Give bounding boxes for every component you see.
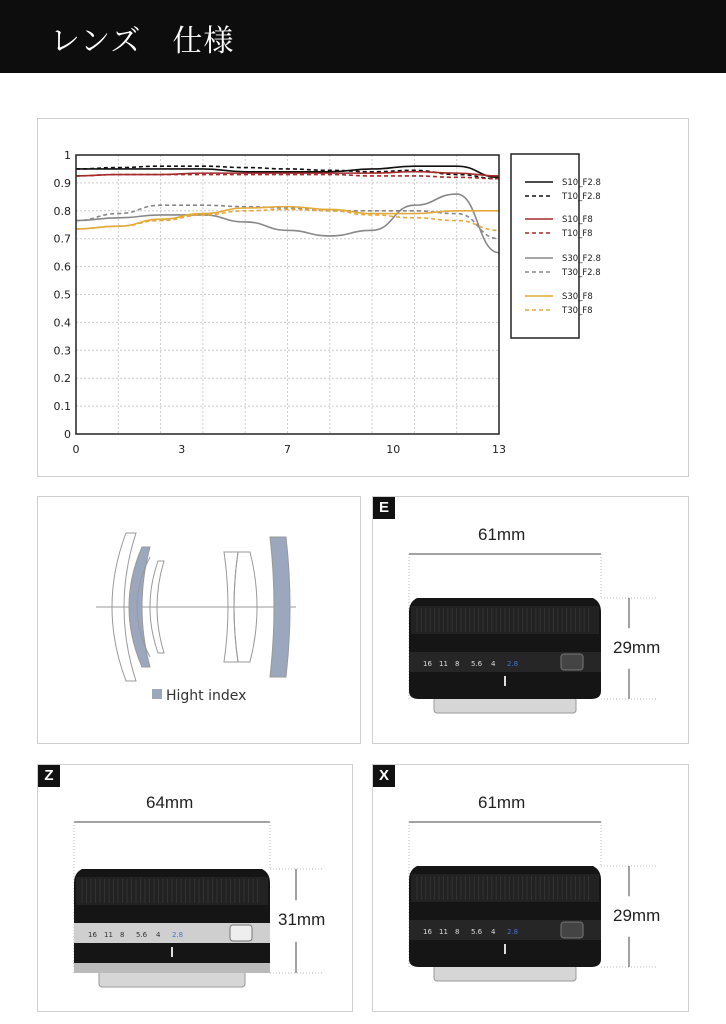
lens-panel-e-mount — [372, 496, 689, 744]
y-tick-label: 1 — [64, 149, 71, 162]
aperture-scale-label: 5.6 — [471, 928, 483, 936]
height-label: 29mm — [613, 637, 661, 657]
lens-illustration — [373, 497, 690, 745]
lens-element-diagram — [38, 497, 362, 745]
aperture-scale-label: 2.8 — [507, 660, 519, 668]
height-label: 29mm — [613, 905, 661, 925]
y-tick-label: 0.8 — [53, 204, 71, 218]
lens-panel-x-mount — [372, 764, 689, 1012]
aperture-ring-tab — [561, 922, 583, 938]
y-tick-label: 0.7 — [53, 232, 71, 246]
width-label: 61mm — [478, 525, 526, 544]
aperture-scale-label: 16 — [88, 931, 97, 939]
aperture-scale-label: 16 — [423, 928, 432, 936]
x-tick-label: 3 — [178, 443, 186, 456]
diagram-legend-label: Hight index — [166, 688, 247, 704]
mount-badge: X — [373, 765, 395, 787]
aperture-scale-label: 11 — [439, 660, 448, 668]
page-header — [0, 0, 726, 73]
lens-panel-z-mount — [37, 764, 353, 1012]
aperture-scale-label: 2.8 — [507, 928, 519, 936]
page-title: レンズ 仕様 — [50, 24, 235, 59]
silver-base-ring — [74, 963, 270, 973]
x-tick-label: 10 — [386, 443, 401, 456]
y-tick-label: 0.9 — [53, 176, 71, 190]
x-tick-label: 0 — [72, 443, 80, 456]
aperture-scale-label: 11 — [439, 928, 448, 936]
y-tick-label: 0.5 — [53, 288, 71, 302]
mount-badge: E — [373, 497, 395, 519]
mtf-chart — [38, 119, 690, 478]
legend-label: T30_F2.8 — [562, 268, 601, 278]
x-tick-label: 7 — [284, 443, 291, 456]
aperture-scale-label: 5.6 — [136, 931, 148, 939]
aperture-scale-label: 2.8 — [172, 931, 184, 939]
aperture-scale-label: 8 — [455, 928, 460, 936]
legend-label: S10_F2.8 — [562, 178, 601, 188]
lens-illustration — [373, 765, 690, 1013]
aperture-scale-label: 16 — [423, 660, 432, 668]
aperture-scale-label: 4 — [491, 928, 496, 936]
width-label: 61mm — [478, 793, 526, 812]
width-label: 64mm — [146, 793, 194, 812]
height-label: 31mm — [278, 910, 326, 929]
legend-label: S30_F2.8 — [562, 254, 601, 264]
high-index-swatch — [152, 689, 162, 699]
aperture-scale-label: 8 — [455, 660, 460, 668]
y-tick-label: 0 — [64, 428, 71, 441]
aperture-scale-label: 4 — [156, 931, 161, 939]
lens-mount — [434, 697, 576, 713]
aperture-scale-label: 4 — [491, 660, 496, 668]
y-tick-label: 0.2 — [53, 372, 71, 386]
legend-label: S10_F8 — [562, 215, 593, 225]
aperture-ring-tab — [561, 654, 583, 670]
y-tick-label: 0.1 — [53, 400, 71, 414]
aperture-scale-label: 11 — [104, 931, 113, 939]
index-mark — [504, 944, 506, 954]
legend-label: T30_F8 — [562, 306, 593, 316]
lens-illustration — [38, 765, 355, 1013]
y-tick-label: 0.3 — [53, 344, 71, 358]
mount-badge: Z — [38, 765, 60, 787]
lens-mount — [434, 965, 576, 981]
legend-label: T10_F8 — [562, 229, 593, 239]
x-tick-label: 13 — [492, 443, 506, 456]
aperture-scale-label: 5.6 — [471, 660, 483, 668]
y-tick-label: 0.6 — [53, 260, 71, 274]
legend-label: T10_F2.8 — [562, 192, 601, 202]
index-mark — [504, 676, 506, 686]
aperture-scale-label: 8 — [120, 931, 125, 939]
optical-diagram-panel — [37, 496, 361, 744]
y-tick-label: 0.4 — [53, 316, 71, 330]
mtf-chart-panel — [37, 118, 689, 477]
legend-label: S30_F8 — [562, 292, 593, 302]
aperture-ring-tab — [230, 925, 252, 941]
index-mark — [171, 947, 173, 957]
lens-mount — [99, 971, 245, 987]
